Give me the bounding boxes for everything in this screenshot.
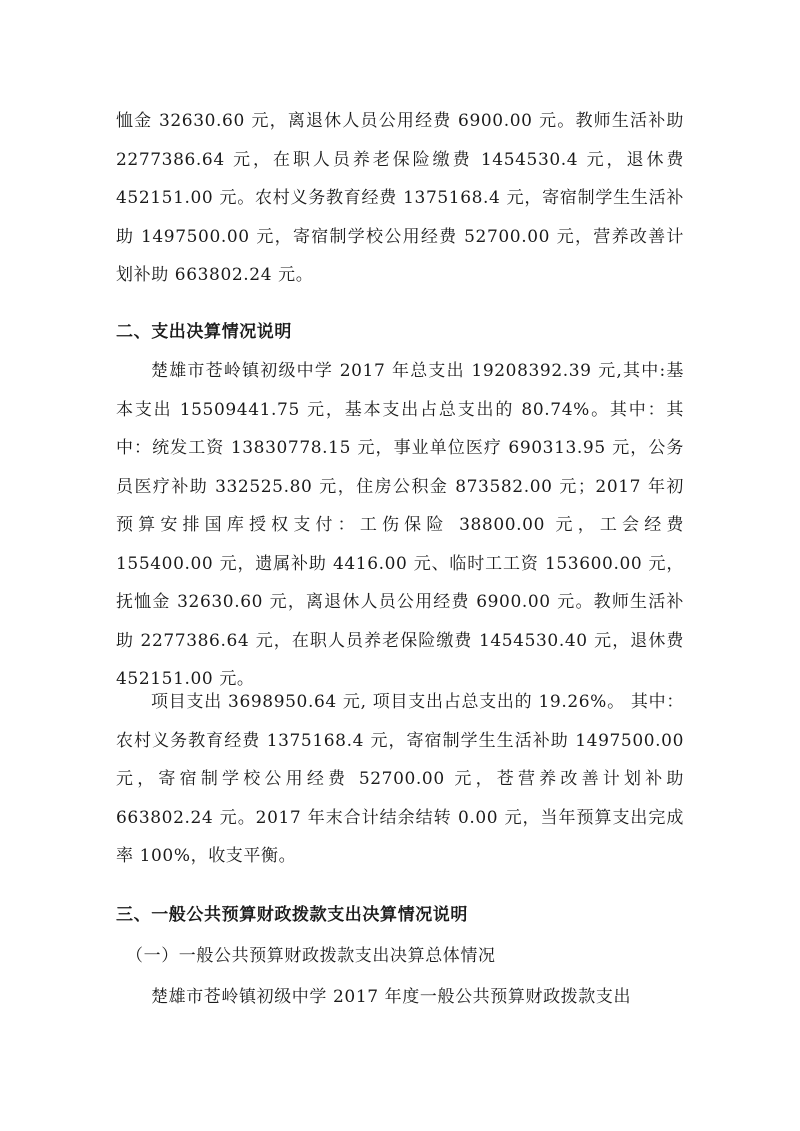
- subsection-heading-overall: （一）一般公共预算财政拨款支出决算总体情况: [126, 946, 496, 966]
- paragraph-basic-expenditure: 楚雄市苍岭镇初级中学 2017 年总支出 19208392.39 元,其中:基本支出 15509441.75 元，基本支出占总支出的 80.74%。其中：其中：统发工资 13830778.15 元，事业单位医疗 690313.95 元，公务员医疗补助 332525.80 元，住房公积金 873582.00 元；2017 年初预算安排国库授权支付：工伤保险 38800.00 元，工会经费 155400.00 元，遗属补助 4416.00 元、临时工工资 153600.00 元，抚恤金 32630.60 元，离退休人员公用经费 6900.00 元。教师生活补助 2277386.64 元，在职人员养老保险缴费 1454530.40 元，退休费 452151.00 元。: [116, 361, 684, 689]
- paragraph-continued-expenses: 恤金 32630.60 元，离退休人员公用经费 6900.00 元。教师生活补助 2277386.64 元，在职人员养老保险缴费 1454530.4 元，退休费 452151.00 元。农村义务教育经费 1375168.4 元，寄宿制学生生活补助 1497500.00 元，寄宿制学校公用经费 52700.00 元，营养改善计划补助 663802.24 元。: [116, 111, 684, 285]
- section-heading-expenditure: 二、支出决算情况说明: [116, 322, 292, 342]
- paragraph-project-expenditure: 项目支出 3698950.64 元, 项目支出占总支出的 19.26%。 其中：农村义务教育经费 1375168.4 元，寄宿制学生生活补助 1497500.00 元，寄宿制学校公用经费 52700.00 元，苍营养改善计划补助 663802.24 元。2017 年末合计结余结转 0.00 元，当年预算支出完成率 100%，收支平衡。: [116, 692, 684, 866]
- section-heading-public-budget: 三、一般公共预算财政拨款支出决算情况说明: [116, 905, 468, 925]
- paragraph-public-budget-start: 楚雄市苍岭镇初级中学 2017 年度一般公共预算财政拨款支出: [151, 987, 632, 1007]
